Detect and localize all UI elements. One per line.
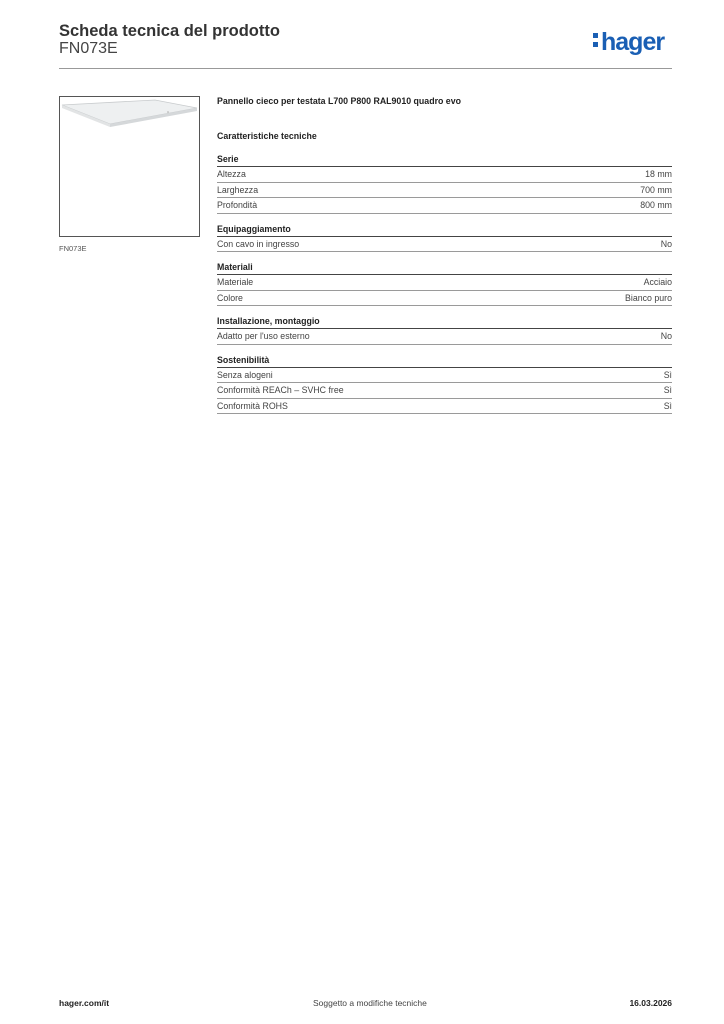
spec-row (217, 383, 672, 399)
spec-value: 18 mm (645, 169, 672, 179)
spec-value: Sì (663, 400, 672, 411)
spec-value: Acciaio (643, 277, 672, 287)
product-code: FN073E (59, 40, 118, 57)
spec-row (217, 368, 672, 384)
spec-label: Con cavo in ingresso (217, 238, 300, 249)
spec-label: Adatto per l'uso esterno (217, 331, 310, 341)
group-heading: Serie (217, 154, 672, 167)
spec-section (217, 96, 672, 414)
spec-label: Senza alogeni (217, 369, 273, 380)
footer-notice: Soggetto a modifiche tecniche (313, 998, 427, 1008)
product-title: Pannello cieco per testata L700 P800 RAL9010 quadro evo (217, 96, 461, 106)
panel-illustration (60, 97, 199, 236)
spec-label: Colore (217, 292, 243, 303)
group-heading: Equipaggiamento (217, 224, 672, 237)
product-image (59, 96, 200, 237)
spec-row (217, 275, 672, 291)
image-caption: FN073E (59, 244, 87, 253)
spec-value: Sì (663, 385, 672, 395)
section-title: Caratteristiche tecniche (217, 131, 317, 141)
spec-group-installazione (217, 316, 672, 345)
spec-label: Conformità ROHS (217, 400, 288, 411)
spec-group-materiali (217, 262, 672, 306)
logo-colon-icon (593, 32, 599, 48)
spec-group-sostenibilita (217, 355, 672, 415)
spec-value: Bianco puro (625, 292, 672, 303)
spec-value: 700 mm (640, 184, 672, 195)
spec-row (217, 198, 672, 214)
group-heading: Materiali (217, 262, 672, 275)
spec-value: No (660, 238, 672, 249)
footer-website-link[interactable]: hager.com/it (59, 998, 110, 1008)
logo-text: hager (601, 28, 665, 56)
spec-label: Altezza (217, 169, 246, 179)
spec-group-equipaggiamento (217, 224, 672, 253)
spec-row (217, 237, 672, 253)
spec-value: 800 mm (640, 200, 672, 210)
spec-label: Profondità (217, 200, 258, 210)
spec-row (217, 167, 672, 183)
spec-row (217, 291, 672, 307)
spec-label: Larghezza (217, 184, 259, 195)
footer-date: 16.03.2026 (629, 998, 672, 1008)
header-divider (59, 68, 672, 69)
brand-logo[interactable] (593, 28, 664, 57)
group-heading: Sostenibilità (217, 355, 672, 368)
spec-label: Materiale (217, 277, 254, 287)
spec-row (217, 183, 672, 199)
group-heading: Installazione, montaggio (217, 316, 672, 329)
spec-row (217, 399, 672, 415)
spec-group-serie (217, 154, 672, 214)
spec-value: Sì (663, 369, 672, 380)
spec-row (217, 329, 672, 345)
page-title: Scheda tecnica del prodotto (59, 22, 280, 40)
spec-label: Conformità REACh – SVHC free (217, 385, 344, 395)
spec-value: No (660, 331, 672, 341)
